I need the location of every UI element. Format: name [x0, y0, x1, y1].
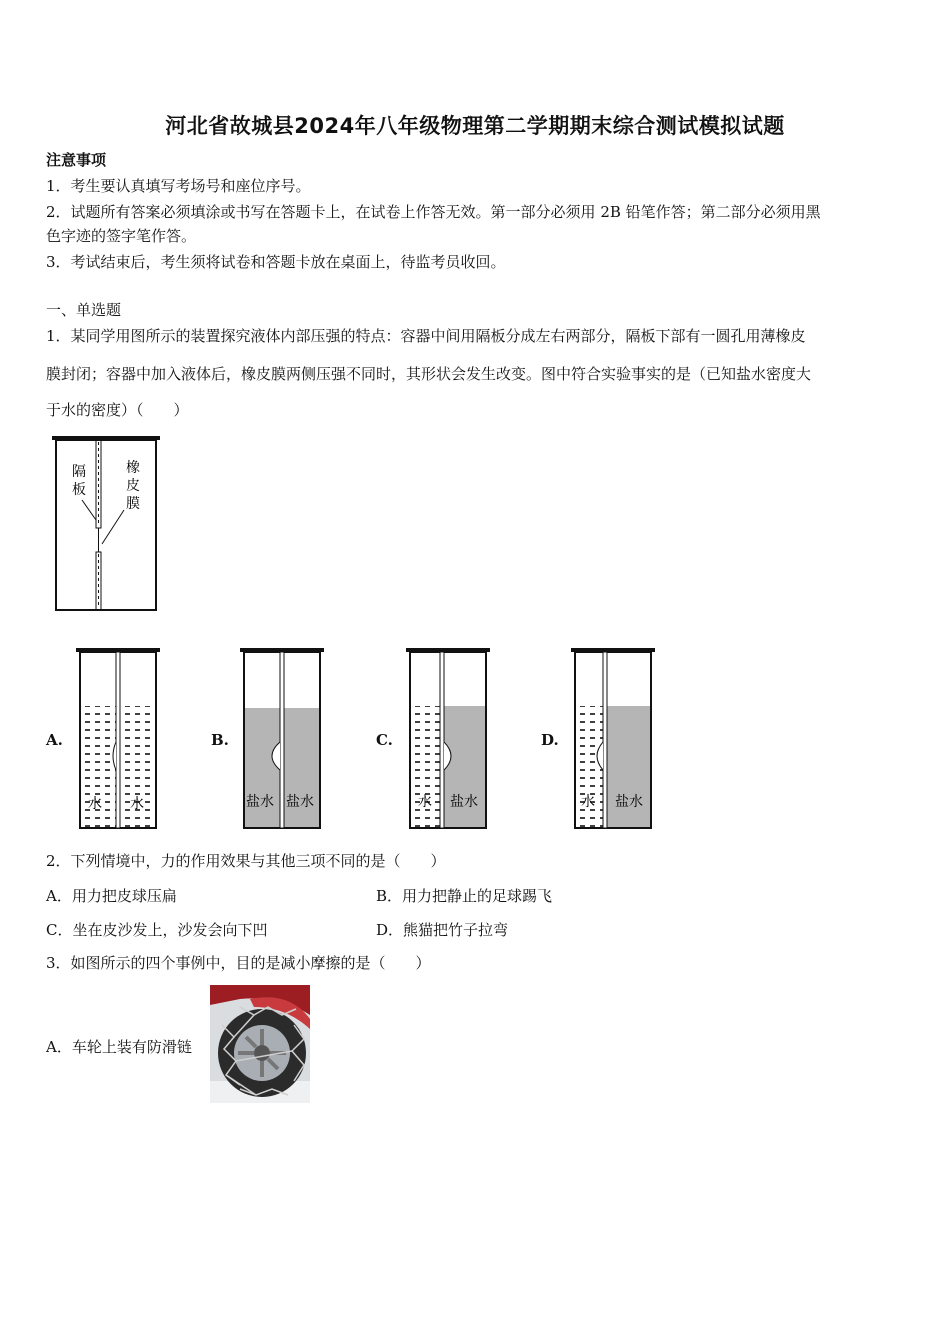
q1-option-d-figure[interactable]: [569, 646, 659, 832]
q1-option-b-label[interactable]: B.: [211, 731, 229, 749]
q1-option-d-label[interactable]: D.: [541, 731, 559, 749]
svg-text:橡: 橡: [126, 460, 140, 476]
c-right-liquid-label: 盐水: [450, 794, 478, 810]
q1-option-c-figure[interactable]: [404, 646, 494, 832]
q2-choice-b[interactable]: B．用力把静止的足球踢飞: [376, 887, 553, 905]
a-right-liquid-label: 水: [130, 796, 144, 812]
notice-item-3: 3．考试结束后，考生须将试卷和答题卡放在桌面上，待监考员收回。: [46, 253, 506, 271]
notice-item-2-cont: 色字迹的签字笔作答。: [46, 227, 197, 245]
b-right-liquid-label: 盐水: [286, 794, 314, 810]
b-left-liquid-label: 盐水: [246, 794, 274, 810]
q1-stem-line-2: 膜封闭；容器中加入液体后，橡皮膜两侧压强不同时，其形状会发生改变。图中符合实验事实的是（已知盐水密度大: [46, 365, 812, 383]
apparatus-diagram: [52, 432, 164, 614]
q2-choice-a[interactable]: A．用力把皮球压扁: [46, 887, 177, 905]
q2-choice-c[interactable]: C．坐在皮沙发上，沙发会向下凹: [46, 921, 268, 939]
svg-text:膜: 膜: [126, 496, 140, 512]
q2-choice-d[interactable]: D．熊猫把竹子拉弯: [376, 921, 509, 939]
q1-option-a-label[interactable]: A.: [46, 731, 63, 749]
notice-item-2: 2．试题所有答案必须填涂或书写在答题卡上，在试卷上作答无效。第一部分必须用 2B 铅笔作答；第二部分必须用黑: [46, 203, 821, 221]
svg-text:皮: 皮: [126, 478, 140, 494]
c-left-liquid-label: 水: [418, 794, 432, 810]
q1-stem-line-1: 1．某同学用图所示的装置探究液体内部压强的特点：容器中间用隔板分成左右两部分，隔板下部有一圆孔用薄橡皮: [46, 327, 806, 345]
partition-label-2: 板: [72, 482, 86, 498]
section-heading: 一、单选题: [46, 301, 122, 319]
d-left-liquid-label: 水: [581, 794, 595, 810]
q1-option-c-label[interactable]: C.: [376, 731, 393, 749]
tire-snow-chain-photo: [210, 985, 310, 1103]
notice-item-1: 1．考生要认真填写考场号和座位序号。: [46, 177, 311, 195]
q1-option-a-figure[interactable]: [74, 646, 164, 832]
a-left-liquid-label: 水: [88, 796, 102, 812]
d-right-liquid-label: 盐水: [615, 794, 643, 810]
partition-label-1: 隔: [72, 464, 86, 480]
q3-stem: 3．如图所示的四个事例中，目的是减小摩擦的是（ ）: [46, 954, 431, 972]
q1-stem-line-3: 于水的密度）（ ）: [46, 401, 189, 419]
q2-stem: 2．下列情境中，力的作用效果与其他三项不同的是（ ）: [46, 852, 446, 870]
q1-option-b-figure[interactable]: [238, 646, 328, 832]
page-title: 河北省故城县2024年八年级物理第二学期期末综合测试模拟试题: [165, 114, 785, 138]
notice-heading: 注意事项: [46, 151, 107, 169]
q3-choice-a[interactable]: A．车轮上装有防滑链: [46, 1038, 192, 1056]
